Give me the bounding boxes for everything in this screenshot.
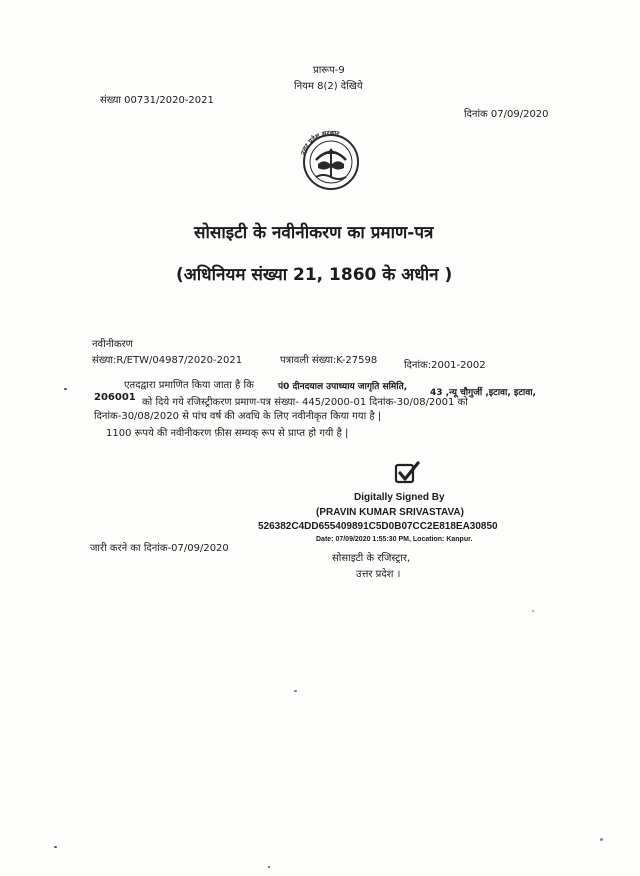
body-line1-prefix: एतदद्वारा प्रमाणित किया जाता है कि <box>124 380 254 391</box>
signature-hash: 526382C4DD655409891C5D0B07CC2E818EA30850 <box>258 521 498 532</box>
signature-meta: Date: 07/09/2020 1:55:30 PM, Location: Kanpur. <box>316 536 473 543</box>
scan-speck <box>532 610 534 612</box>
issue-header-date: दिनांक 07/09/2020 <box>464 109 549 120</box>
scan-speck <box>294 690 297 692</box>
renewal-period: दिनांक:2001-2002 <box>404 360 486 371</box>
check-icon <box>394 460 420 486</box>
issue-date: जारी करने का दिनांक-07/09/2020 <box>90 543 229 554</box>
form-number: प्रारूप-9 <box>313 65 345 76</box>
registrar-state: उत्तर प्रदेश । <box>356 569 401 580</box>
society-name: पं0 दीनदयाल उपाध्याय जागृति समिति, <box>278 382 408 392</box>
reference-number: संख्या 00731/2020-2021 <box>100 95 214 106</box>
rule-reference: नियम 8(2) देखिये <box>294 81 363 92</box>
renewal-label: नवीनीकरण <box>92 339 133 350</box>
page-subtitle: (अधिनियम संख्या 21, 1860 के अधीन ) <box>176 265 453 285</box>
page-title: सोसाइटी के नवीनीकरण का प्रमाण-पत्र <box>194 223 434 243</box>
signer-name: (PRAVIN KUMAR SRIVASTAVA) <box>316 507 464 518</box>
up-govt-emblem <box>292 122 370 200</box>
file-number: पत्रावली संख्या:K-27598 <box>280 355 378 366</box>
body-line2: को दिये गये रजिस्ट्रीकरण प्रमाण-पत्र संख्या- 445/2000-01 दिनांक-30/08/2001 को <box>142 397 468 408</box>
society-address: 43 ,न्यू चौगुर्जी ,इटावा, इटावा, <box>430 388 536 398</box>
scan-speck <box>54 846 57 848</box>
renewal-number: संख्या:R/ETW/04987/2020-2021 <box>92 355 243 366</box>
emblem-caption: उत्तर प्रदेश सरकार <box>299 128 340 156</box>
registrar-designation: सोसाइटी के रजिस्ट्रार, <box>332 553 411 564</box>
body-line3: दिनांक-30/08/2020 से पांच वर्ष की अवधि के लिए नवीनीकृत किया गया है | <box>94 411 382 422</box>
pin-code: 206001 <box>94 392 136 403</box>
scan-speck <box>268 866 270 868</box>
scan-speck <box>64 388 67 390</box>
body-line4: 1100 रूपये की नवीनीकरण फ़ीस सम्यक् रूप से प्राप्त हो गयी है | <box>106 428 349 439</box>
signed-by-label: Digitally Signed By <box>354 492 445 503</box>
scan-speck <box>600 838 603 841</box>
